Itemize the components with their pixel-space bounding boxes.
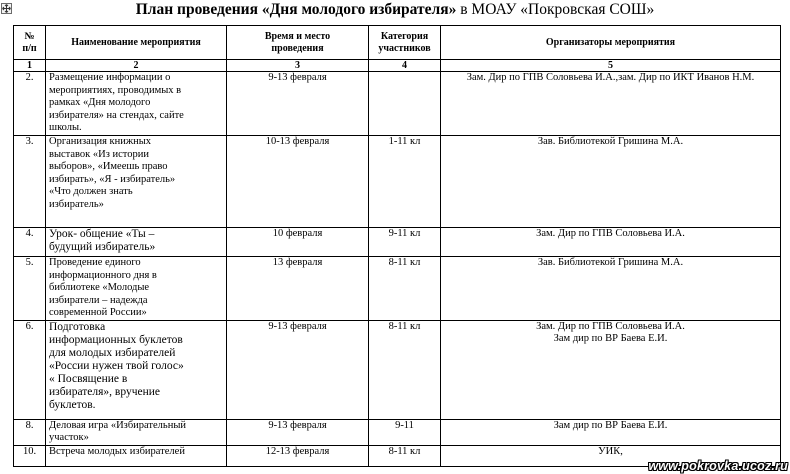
column-number: 5 [441,60,781,72]
event-category: 8-11 кл [369,320,441,419]
event-name-line: избиратель» [49,198,104,210]
event-time: 9-13 февраля [227,419,369,445]
event-category: 9-11 кл [369,228,441,257]
event-category [369,72,441,136]
event-category: 8-11 кл [369,257,441,321]
event-name [46,445,227,466]
header-category: Категория участников [369,26,441,60]
event-organizers [441,257,781,321]
event-time: 13 февраля [227,257,369,321]
title-normal-part: в МОАУ «Покровская СОШ» [456,1,655,18]
column-number: 4 [369,60,441,72]
event-name-line: Подготовка [49,320,106,333]
event-name-line: библиотеке «Молодые [49,282,150,293]
event-name-line: участок» [49,432,89,443]
event-name-line: Деловая игра «Избирательный [49,419,186,431]
event-name-line: школы. [49,122,82,133]
event-name-line: избирателя» на стендах, сайте [49,109,184,121]
event-name [46,419,227,445]
event-name-line: избирателя», вручение [49,385,160,398]
event-organizers [441,320,781,419]
table-row [14,419,781,445]
event-organizers-line: Зам. Дир по ГПВ Соловьева И.А.,зам. Дир по ИКТ Иванов Н.М. [466,72,755,83]
row-number: 2. [14,72,46,136]
document-title [12,1,778,19]
row-number: 5. [14,257,46,321]
column-number: 2 [46,60,227,72]
events-table [13,25,781,467]
row-number: 10. [14,445,46,466]
event-category: 8-11 кл [369,445,441,466]
event-time: 12-13 февраля [227,445,369,466]
event-name [46,228,227,257]
event-name-line: будущий избиратель» [49,241,156,253]
event-name-line: Проведение единого [49,257,141,268]
event-organizers [441,136,781,228]
event-time: 9-13 февраля [227,72,369,136]
table-header-row [14,26,781,60]
event-organizers [441,228,781,257]
event-name-line: избиратели – надежда [49,294,148,306]
header-time: Время и место проведения [227,26,369,60]
table-row [14,257,781,321]
title-bold-part: План проведения «Дня молодого избирателя» [135,1,457,18]
event-name-line: « Посвящение в [49,372,128,385]
row-number: 3. [14,136,46,228]
event-name-line: Урок- общение «Ты – [49,228,155,240]
table-move-handle-icon[interactable] [1,3,12,14]
event-name [46,257,227,321]
event-name-line: Размещение информации о [49,72,171,83]
column-number: 3 [227,60,369,72]
event-organizers-line: УИК, [598,445,623,457]
event-organizers [441,72,781,136]
event-name-line: «Что должен знать [49,186,133,197]
event-organizers-line: Зав. Библиотекой Гришина М.А. [537,257,684,268]
event-name-line: мероприятиях, проводимых в [49,84,182,96]
event-category: 1-11 кл [369,136,441,228]
event-name [46,320,227,419]
event-name-line: Организация книжных [49,136,152,147]
table-row [14,72,781,136]
column-number: 1 [14,60,46,72]
event-name-line: выборов», «Имеешь право [49,161,168,172]
event-name-line: буклетов. [49,398,96,411]
event-organizers-line: Зам. Дир по ГПВ Соловьева И.А. [536,228,685,239]
event-time: 10 февраля [227,228,369,257]
table-row [14,228,781,257]
event-time: 9-13 февраля [227,320,369,419]
event-organizers [441,419,781,445]
header-organizers: Организаторы мероприятия [441,26,781,60]
event-name-line: рамках «Дня молодого [49,97,151,108]
table-row [14,320,781,419]
header-name: Наименование мероприятия [46,26,227,60]
event-organizers-line: Зам. Дир по ГПВ Соловьева И.А. [536,320,685,332]
event-name-line: информационных буклетов [49,333,183,346]
event-name-line: выставок «Из истории [49,148,149,160]
event-name-line: современной России» [49,307,147,318]
event-name-line: информационного дня в [49,269,157,281]
table-row [14,136,781,228]
event-organizers-line: Зам дир по ВР Баева Е.И. [553,419,668,431]
event-organizers-line: Зав. Библиотекой Гришина М.А. [537,136,684,147]
column-number-row [14,60,781,72]
event-name-line: для молодых избирателей [49,346,176,359]
event-name-line: «России нужен твой голос» [49,359,184,372]
event-time: 10-13 февраля [227,136,369,228]
site-watermark: www.pokrovka.ucoz.ru [648,459,788,473]
event-name [46,136,227,228]
header-num: № п/п [14,26,46,60]
row-number: 8. [14,419,46,445]
row-number: 4. [14,228,46,257]
event-organizers-line: Зам дир по ВР Баева Е.И. [553,333,668,344]
event-name [46,72,227,136]
event-category: 9-11 [369,419,441,445]
event-name-line: избирать», «Я - избиратель» [49,173,176,185]
row-number: 6. [14,320,46,419]
event-name-line: Встреча молодых избирателей [49,445,185,457]
